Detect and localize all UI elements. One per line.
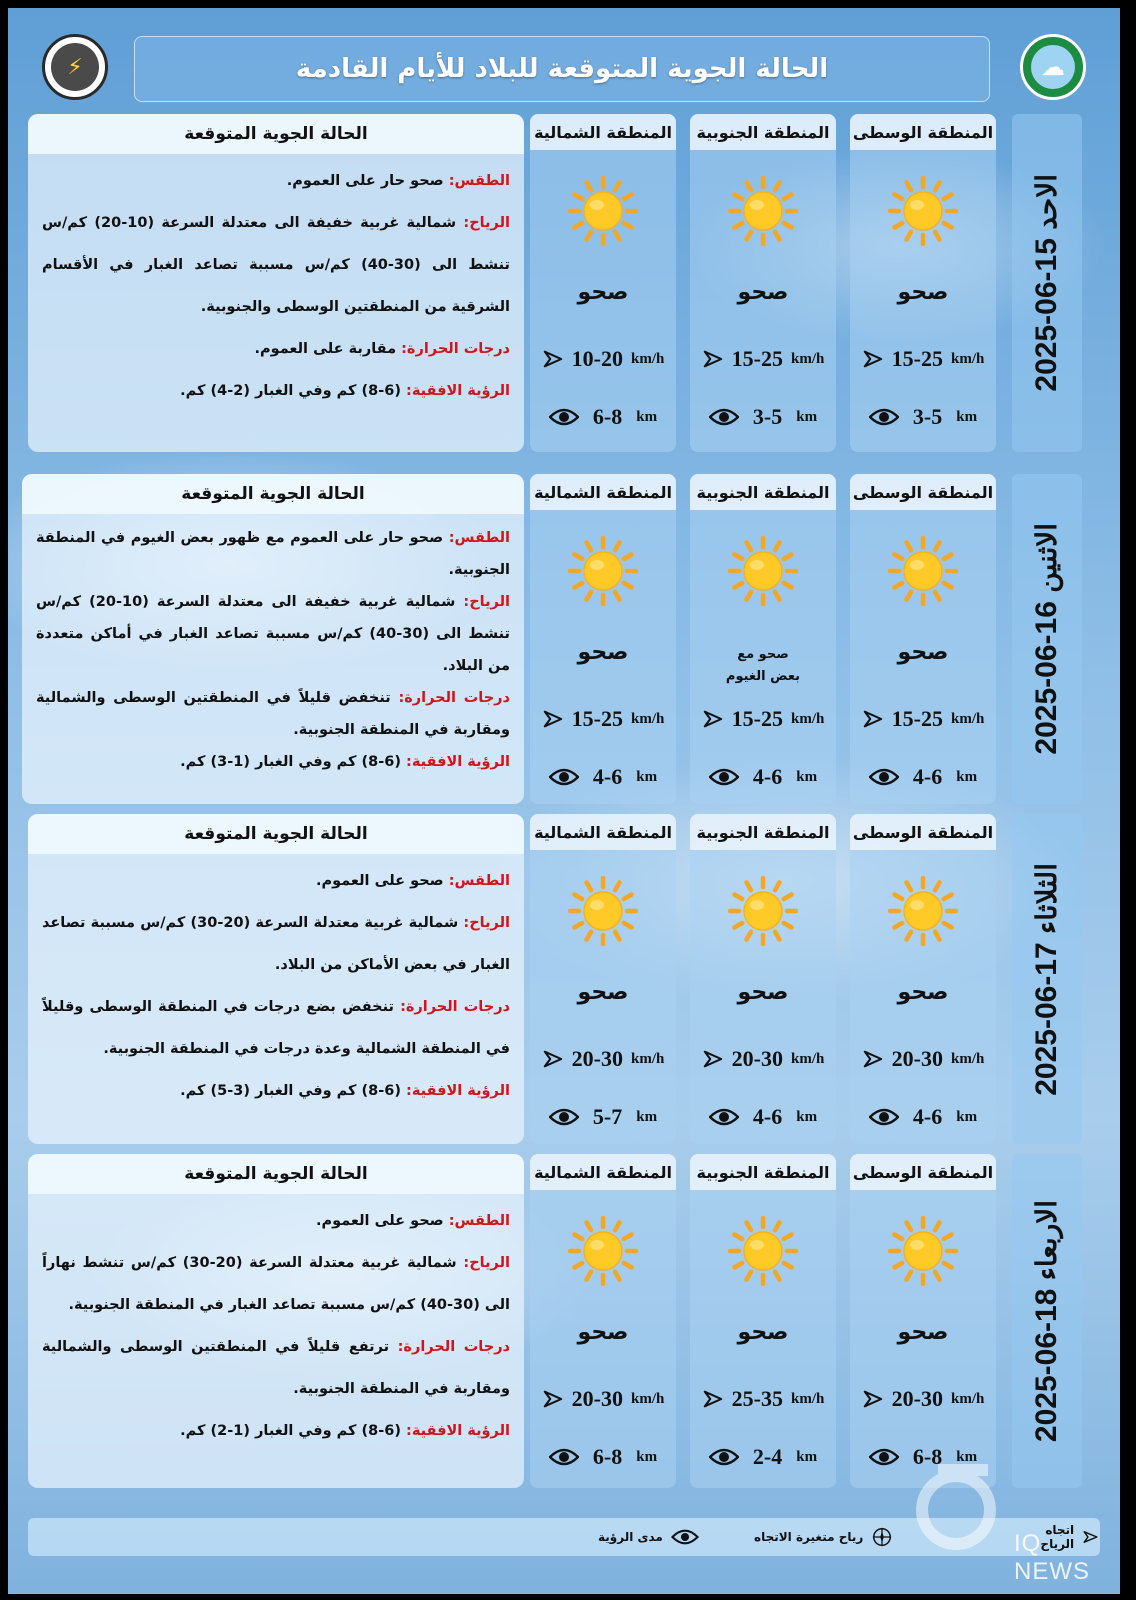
forecast-line-label: الرياح: <box>463 594 510 610</box>
eye-icon <box>709 1107 739 1127</box>
eye-icon <box>709 407 739 427</box>
wind-speed: 15-25 <box>731 346 783 371</box>
region-card <box>690 814 836 1144</box>
forecast-line-text: (6-8) كم وفي الغبار (1-2) كم. <box>180 1423 407 1439</box>
sun-icon <box>888 1216 958 1286</box>
wind-arrow-icon <box>862 1388 884 1410</box>
condition-label: صحو <box>577 640 629 665</box>
wind-row <box>690 1384 836 1414</box>
region-name: المنطقة الوسطى <box>850 474 996 510</box>
forecast-card <box>28 114 524 452</box>
day-row <box>8 1154 1120 1488</box>
date-value: 2025-06-15 <box>1030 238 1063 392</box>
forecast-line-label: الرياح: <box>463 215 510 231</box>
legend-variable-wind-label: رياح متغيرة الاتجاه <box>754 1530 864 1544</box>
forecast-line <box>36 682 510 746</box>
condition-label: صحو <box>897 980 949 1005</box>
eye-icon <box>549 1447 579 1467</box>
day-name: الاحد <box>1031 174 1062 230</box>
wind-unit: km/h <box>950 1050 985 1067</box>
wind-arrow-icon <box>862 348 884 370</box>
wind-row <box>530 344 676 374</box>
region-card <box>530 814 676 1144</box>
wind-unit: km/h <box>790 1050 825 1067</box>
region-name: المنطقة الجنوبية <box>690 1154 836 1190</box>
forecast-line-text: شمالية غربية معتدلة السرعة (20-30) كم/س مسببة تصاعد الغبار في بعض الأماكن من البلاد. <box>42 915 510 973</box>
visibility-unit: km <box>956 1108 978 1125</box>
eye-icon <box>549 407 579 427</box>
date-column <box>1012 814 1082 1144</box>
wind-unit: km/h <box>950 710 985 727</box>
wind-row <box>850 1384 996 1414</box>
wind-arrow-icon <box>862 708 884 730</box>
forecast-card <box>28 1154 524 1488</box>
day-name: الاربعاء <box>1031 1199 1062 1281</box>
visibility-unit: km <box>636 768 658 785</box>
date-value: 2025-06-16 <box>1030 601 1063 755</box>
condition-label: صحو <box>577 980 629 1005</box>
forecast-line-label: الرؤية الافقية: <box>406 754 510 770</box>
wind-row <box>850 344 996 374</box>
forecast-line-label: درجات الحرارة: <box>397 1339 510 1355</box>
legend-visibility <box>598 1518 699 1556</box>
wind-speed: 20-30 <box>891 1046 943 1071</box>
eye-icon <box>709 1447 739 1467</box>
region-card <box>530 474 676 804</box>
day-name: الاثنين <box>1031 523 1062 593</box>
forecast-line-text: صحو حار على العموم مع ظهور بعض الغيوم في المنطقة الجنوبية. <box>36 530 510 578</box>
cloud-icon: ☁ <box>1031 45 1075 89</box>
region-name: المنطقة الجنوبية <box>690 474 836 510</box>
visibility-row <box>850 402 996 432</box>
eye-icon <box>869 1447 899 1467</box>
visibility-value: 6-8 <box>912 1444 943 1469</box>
forecast-line-text: تنخفض قليلاً في المنطقتين الوسطى والشمالية ومقاربة في المنطقة الجنوبية. <box>36 690 510 738</box>
forecast-line <box>36 746 510 778</box>
eye-icon <box>671 1528 699 1546</box>
forecast-line-text: (6-8) كم وفي الغبار (1-3) كم. <box>180 754 407 770</box>
visibility-row <box>530 1442 676 1472</box>
region-name: المنطقة الشمالية <box>530 474 676 510</box>
region-name: المنطقة الوسطى <box>850 814 996 850</box>
forecast-line-text: (6-8) كم وفي الغبار (3-5) كم. <box>180 1083 407 1099</box>
date-label <box>1030 174 1064 392</box>
sun-icon <box>728 176 798 246</box>
wind-arrow-icon <box>542 1048 564 1070</box>
wind-speed: 15-25 <box>571 706 623 731</box>
region-name: المنطقة الجنوبية <box>690 814 836 850</box>
region-name: المنطقة الشمالية <box>530 1154 676 1190</box>
wind-unit: km/h <box>630 710 665 727</box>
wind-row <box>850 1044 996 1074</box>
sun-icon <box>728 1216 798 1286</box>
sun-icon <box>568 1216 638 1286</box>
wind-unit: km/h <box>790 710 825 727</box>
forecast-line-label: الرياح: <box>463 1255 510 1271</box>
eye-icon <box>869 407 899 427</box>
forecast-line-text: تنخفض بضع درجات في المنطقة الوسطى وقليلاً في المنطقة الشمالية وعدة درجات في المنطقة الجنوبية. <box>42 999 510 1057</box>
sun-icon <box>568 176 638 246</box>
wind-row <box>530 704 676 734</box>
page-title: الحالة الجوية المتوقعة للبلاد للأيام القادمة <box>134 36 990 102</box>
forecast-poster <box>8 8 1120 1594</box>
wind-row <box>850 704 996 734</box>
sun-icon <box>568 876 638 946</box>
forecast-line-text: مقاربة على العموم. <box>254 341 402 357</box>
region-card <box>850 814 996 1144</box>
forecast-line <box>42 1242 510 1326</box>
region-card <box>530 1154 676 1488</box>
forecast-line <box>42 1200 510 1242</box>
wind-unit: km/h <box>790 350 825 367</box>
wind-speed: 20-30 <box>571 1046 623 1071</box>
visibility-value: 4-6 <box>752 1104 783 1129</box>
forecast-line-text: صحو حار على العموم. <box>286 173 449 189</box>
date-column <box>1012 474 1082 804</box>
forecast-line-label: الرؤية الافقية: <box>406 1083 510 1099</box>
date-column <box>1012 114 1082 452</box>
legend-wind-direction-label: اتجاه الرياح <box>1040 1523 1075 1551</box>
watermark-text: IQ NEWS <box>1014 1530 1090 1585</box>
visibility-row <box>690 1442 836 1472</box>
eye-icon <box>549 1107 579 1127</box>
date-label <box>1030 863 1064 1096</box>
wind-speed: 20-30 <box>891 1386 943 1411</box>
forecast-line-label: درجات الحرارة: <box>398 690 510 706</box>
region-name: المنطقة الشمالية <box>530 114 676 150</box>
forecast-line <box>42 160 510 202</box>
wind-speed: 15-25 <box>891 346 943 371</box>
wind-arrow-icon <box>702 1048 724 1070</box>
date-value: 2025-06-18 <box>1030 1288 1063 1443</box>
eye-icon <box>869 767 899 787</box>
condition-label: صحو <box>897 640 949 665</box>
wind-row <box>530 1044 676 1074</box>
wind-speed: 15-25 <box>731 706 783 731</box>
forecast-line-label: الطقس: <box>448 173 510 189</box>
visibility-row <box>690 1102 836 1132</box>
condition-label: صحو <box>737 280 789 305</box>
forecast-card <box>28 814 524 1144</box>
visibility-row <box>530 402 676 432</box>
condition-label: صحو <box>737 980 789 1005</box>
forecast-body <box>42 860 510 1112</box>
visibility-row <box>850 1102 996 1132</box>
wind-unit: km/h <box>630 1390 665 1407</box>
wind-arrow-icon <box>542 708 564 730</box>
forecast-heading: الحالة الجوية المتوقعة <box>28 814 524 854</box>
eye-icon <box>549 767 579 787</box>
compass-icon <box>871 1526 893 1548</box>
forecast-line-label: الطقس: <box>448 1213 510 1229</box>
visibility-row <box>530 762 676 792</box>
visibility-value: 4-6 <box>912 1104 943 1129</box>
wind-arrow-icon <box>542 348 564 370</box>
condition-label: صحو <box>737 1320 789 1345</box>
visibility-unit: km <box>636 1448 658 1465</box>
forecast-body <box>36 522 510 778</box>
visibility-value: 6-8 <box>592 1444 623 1469</box>
visibility-unit: km <box>636 1108 658 1125</box>
wind-unit: km/h <box>950 1390 985 1407</box>
wind-unit: km/h <box>630 350 665 367</box>
forecast-line <box>42 1410 510 1452</box>
wind-unit: km/h <box>630 1050 665 1067</box>
forecast-line <box>42 1326 510 1410</box>
condition-label: صحو <box>897 1320 949 1345</box>
lightning-icon: ⚡ <box>51 43 99 91</box>
forecast-line <box>42 902 510 986</box>
wind-arrow-icon <box>542 1388 564 1410</box>
date-label <box>1030 523 1064 755</box>
visibility-unit: km <box>796 1448 818 1465</box>
region-card <box>850 474 996 804</box>
forecast-heading: الحالة الجوية المتوقعة <box>22 474 524 514</box>
region-card <box>530 114 676 452</box>
forecast-line-label: درجات الحرارة: <box>400 999 510 1015</box>
visibility-unit: km <box>796 1108 818 1125</box>
forecast-body <box>42 1200 510 1452</box>
forecast-line-label: الطقس: <box>448 873 510 889</box>
visibility-unit: km <box>956 1448 978 1465</box>
visibility-value: 6-8 <box>592 404 623 429</box>
sun-icon <box>728 536 798 606</box>
region-card <box>690 1154 836 1488</box>
forecast-heading: الحالة الجوية المتوقعة <box>28 1154 524 1194</box>
condition-label: صحو <box>577 280 629 305</box>
forecast-line <box>36 586 510 682</box>
forecast-line-text: ترتفع قليلاً في المنطقتين الوسطى والشمالية ومقاربة في المنطقة الجنوبية. <box>42 1339 510 1397</box>
forecast-line-label: الرؤية الافقية: <box>406 1423 510 1439</box>
region-card <box>850 114 996 452</box>
forecast-line <box>42 328 510 370</box>
forecast-line <box>42 1070 510 1112</box>
day-name: الثلاثاء <box>1031 862 1062 934</box>
forecast-line-text: صحو على العموم. <box>315 873 449 889</box>
sun-icon <box>888 176 958 246</box>
sun-icon <box>888 876 958 946</box>
forecast-line-label: الطقس: <box>448 530 510 546</box>
visibility-row <box>850 762 996 792</box>
forecast-line-label: الرياح: <box>463 915 510 931</box>
date-column <box>1012 1154 1082 1488</box>
wind-row <box>690 344 836 374</box>
wind-speed: 20-30 <box>571 1386 623 1411</box>
visibility-unit: km <box>636 408 658 425</box>
sun-icon <box>568 536 638 606</box>
forecast-heading: الحالة الجوية المتوقعة <box>28 114 524 154</box>
visibility-value: 4-6 <box>912 764 943 789</box>
date-label <box>1030 1200 1064 1442</box>
wind-speed: 10-20 <box>571 346 623 371</box>
region-card <box>690 114 836 452</box>
date-value: 2025-06-17 <box>1030 941 1063 1096</box>
legend-visibility-label: مدى الرؤية <box>598 1530 663 1544</box>
region-name: المنطقة الشمالية <box>530 814 676 850</box>
meteorology-logo <box>42 34 108 100</box>
wind-arrow-icon <box>702 1388 724 1410</box>
wind-speed: 20-30 <box>731 1046 783 1071</box>
wind-arrow-icon <box>702 348 724 370</box>
wind-unit: km/h <box>950 350 985 367</box>
wind-arrow-icon <box>702 708 724 730</box>
region-name: المنطقة الوسطى <box>850 1154 996 1190</box>
forecast-body <box>42 160 510 412</box>
eye-icon <box>869 1107 899 1127</box>
region-name: المنطقة الوسطى <box>850 114 996 150</box>
sun-icon <box>728 876 798 946</box>
forecast-line-label: الرؤية الافقية: <box>406 383 510 399</box>
forecast-line <box>42 370 510 412</box>
forecast-line-text: صحو على العموم. <box>315 1213 449 1229</box>
forecast-line-label: درجات الحرارة: <box>401 341 510 357</box>
sun-icon <box>888 536 958 606</box>
visibility-value: 2-4 <box>752 1444 783 1469</box>
day-row <box>8 814 1120 1144</box>
forecast-line-text: (6-8) كم وفي الغبار (2-4) كم. <box>180 383 407 399</box>
visibility-unit: km <box>796 768 818 785</box>
wind-unit: km/h <box>790 1390 825 1407</box>
visibility-unit: km <box>956 768 978 785</box>
wind-arrow-icon <box>862 1048 884 1070</box>
wind-row <box>690 704 836 734</box>
region-card <box>690 474 836 804</box>
forecast-line <box>42 986 510 1070</box>
visibility-value: 4-6 <box>592 764 623 789</box>
forecast-line <box>36 522 510 586</box>
visibility-value: 3-5 <box>752 404 783 429</box>
day-row <box>8 474 1120 804</box>
wind-row <box>690 1044 836 1074</box>
visibility-value: 3-5 <box>912 404 943 429</box>
region-card <box>850 1154 996 1488</box>
wind-speed: 25-35 <box>731 1386 783 1411</box>
forecast-line-text: شمالية غربية خفيفة الى معتدلة السرعة (10-20) كم/س تنشط الى (30-40) كم/س مسببة تصاعد الغبار في أماكن متعددة من البلاد. <box>36 594 511 674</box>
visibility-row <box>690 762 836 792</box>
visibility-unit: km <box>956 408 978 425</box>
wind-speed: 15-25 <box>891 706 943 731</box>
forecast-line-text: شمالية غربية خفيفة الى معتدلة السرعة (10-20) كم/س تنشط الى (30-40) كم/س مسببة تصاعد الغبار في الأقسام الشرقية من المنطقتين الوسطى والجنوبية. <box>42 215 510 315</box>
condition-label: صحو <box>577 1320 629 1345</box>
legend-variable-wind <box>754 1518 893 1556</box>
condition-label: صحو مع بعض الغيوم <box>725 647 801 684</box>
forecast-line-text: شمالية غربية معتدلة السرعة (20-30) كم/س تنشط نهاراً الى (30-40) كم/س مسببة تصاعد الغبار في المنطقة الجنوبية. <box>42 1255 510 1313</box>
visibility-value: 5-7 <box>592 1104 623 1129</box>
visibility-row <box>530 1102 676 1132</box>
visibility-row <box>690 402 836 432</box>
day-row <box>8 114 1120 452</box>
forecast-card <box>22 474 524 804</box>
forecast-line <box>42 202 510 328</box>
visibility-unit: km <box>796 408 818 425</box>
ministry-logo <box>1020 34 1086 100</box>
forecast-line <box>42 860 510 902</box>
region-name: المنطقة الجنوبية <box>690 114 836 150</box>
wind-row <box>530 1384 676 1414</box>
condition-label: صحو <box>897 280 949 305</box>
eye-icon <box>709 767 739 787</box>
visibility-value: 4-6 <box>752 764 783 789</box>
